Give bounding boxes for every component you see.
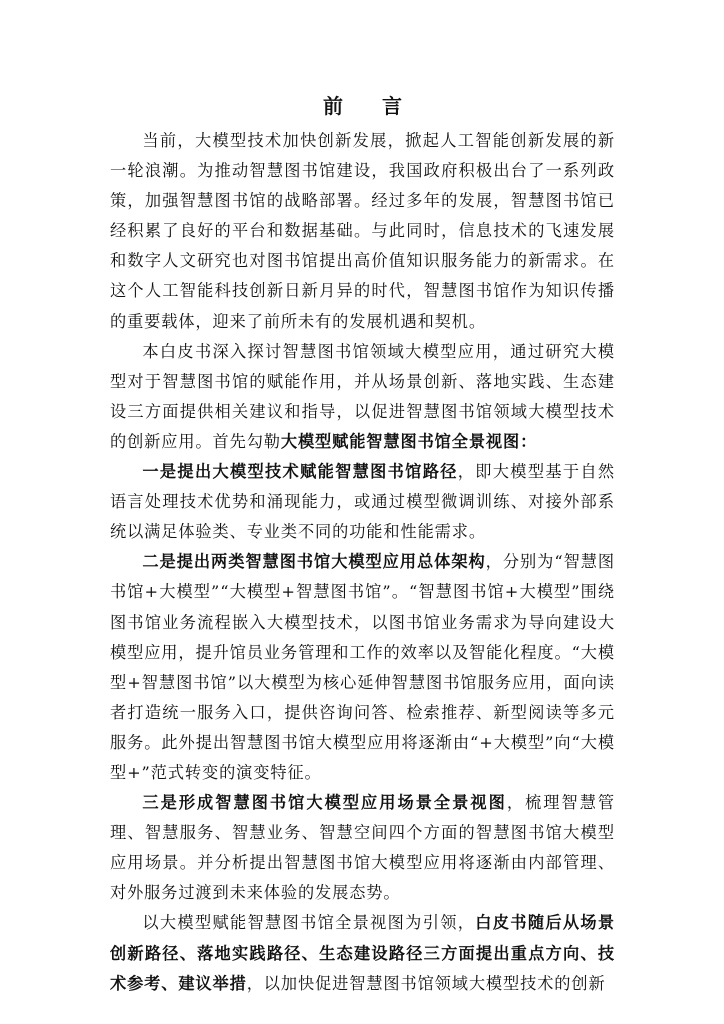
bold-heading: 三是形成智慧图书馆大模型应用场景全景视图 [142,793,507,813]
document-page [110,92,615,999]
text-segment: 本白皮书深入探讨智慧图书馆领域大模型应用，通过研究大模型对于智慧图书馆的赋能作用，并从场景创新、落地实践、生态建设三方面提供相关建议和指导，以促进智慧图书馆领域大模型技术的创新应用。首先勾勒 [110,341,615,451]
bold-heading: 大模型赋能智慧图书馆全景视图： [280,431,538,451]
text-segment: ，即大模型基于自然语言处理技术优势和涌现能力，或通过模型微调训练、对接外部系统以满足体验类、专业类不同的功能和性能需求。 [110,462,615,542]
bold-heading: 白皮书随后从场景创新路径、落地实践路径、生态建设路径三方面提出重点方向、技术参考、建议举措 [110,913,615,993]
bold-heading: 二是提出两类智慧图书馆大模型应用总体架构 [142,552,486,572]
paragraph-point-two [110,547,615,788]
paragraph-point-three [110,788,615,908]
paragraph-overview [110,337,615,457]
text-segment: 当前，大模型技术加快创新发展，掀起人工智能创新发展的新一轮浪潮。为推动智慧图书馆建设，我国政府积极出台了一系列政策，加强智慧图书馆的战略部署。经过多年的发展，智慧图书馆已经积累了良好的平台和数据基础。与此同时，信息技术的飞速发展和数字人文研究也对图书馆提出高价值知识服务能力的新需求。在这个人工智能科技创新日新月异的时代，智慧图书馆作为知识传播的重要载体，迎来了前所未有的发展机遇和契机。 [110,131,615,331]
bold-heading: 一是提出大模型技术赋能智慧图书馆路径 [142,462,458,482]
paragraph-conclusion [110,908,615,998]
paragraph-intro [110,126,615,337]
text-segment: ，分别为“智慧图书馆+大模型”“大模型+智慧图书馆”。“智慧图书馆+大模型”围绕图书馆业务流程嵌入大模型技术，以图书馆业务需求为导向建设大模型应用，提升馆员业务管理和工作的效率以及智能化程度。“大模型+智慧图书馆”以大模型为核心延伸智慧图书馆服务应用，面向读者打造统一服务入口，提供咨询问答、检索推荐、新型阅读等多元服务。此外提出智慧图书馆大模型应用将逐渐由“+大模型”向“大模型+”范式转变的演变特征。 [110,552,615,782]
text-segment: ，梳理智慧管理、智慧服务、智慧业务、智慧空间四个方面的智慧图书馆大模型应用场景。并分析提出智慧图书馆大模型应用将逐渐由内部管理、对外服务过渡到未来体验的发展态势。 [110,793,616,903]
text-segment: 以大模型赋能智慧图书馆全景视图为引领， [142,913,476,933]
paragraph-point-one [110,457,615,547]
text-segment: ，以加快促进智慧图书馆领域大模型技术的创新 [246,973,606,993]
page-title: 前 言 [323,94,418,118]
